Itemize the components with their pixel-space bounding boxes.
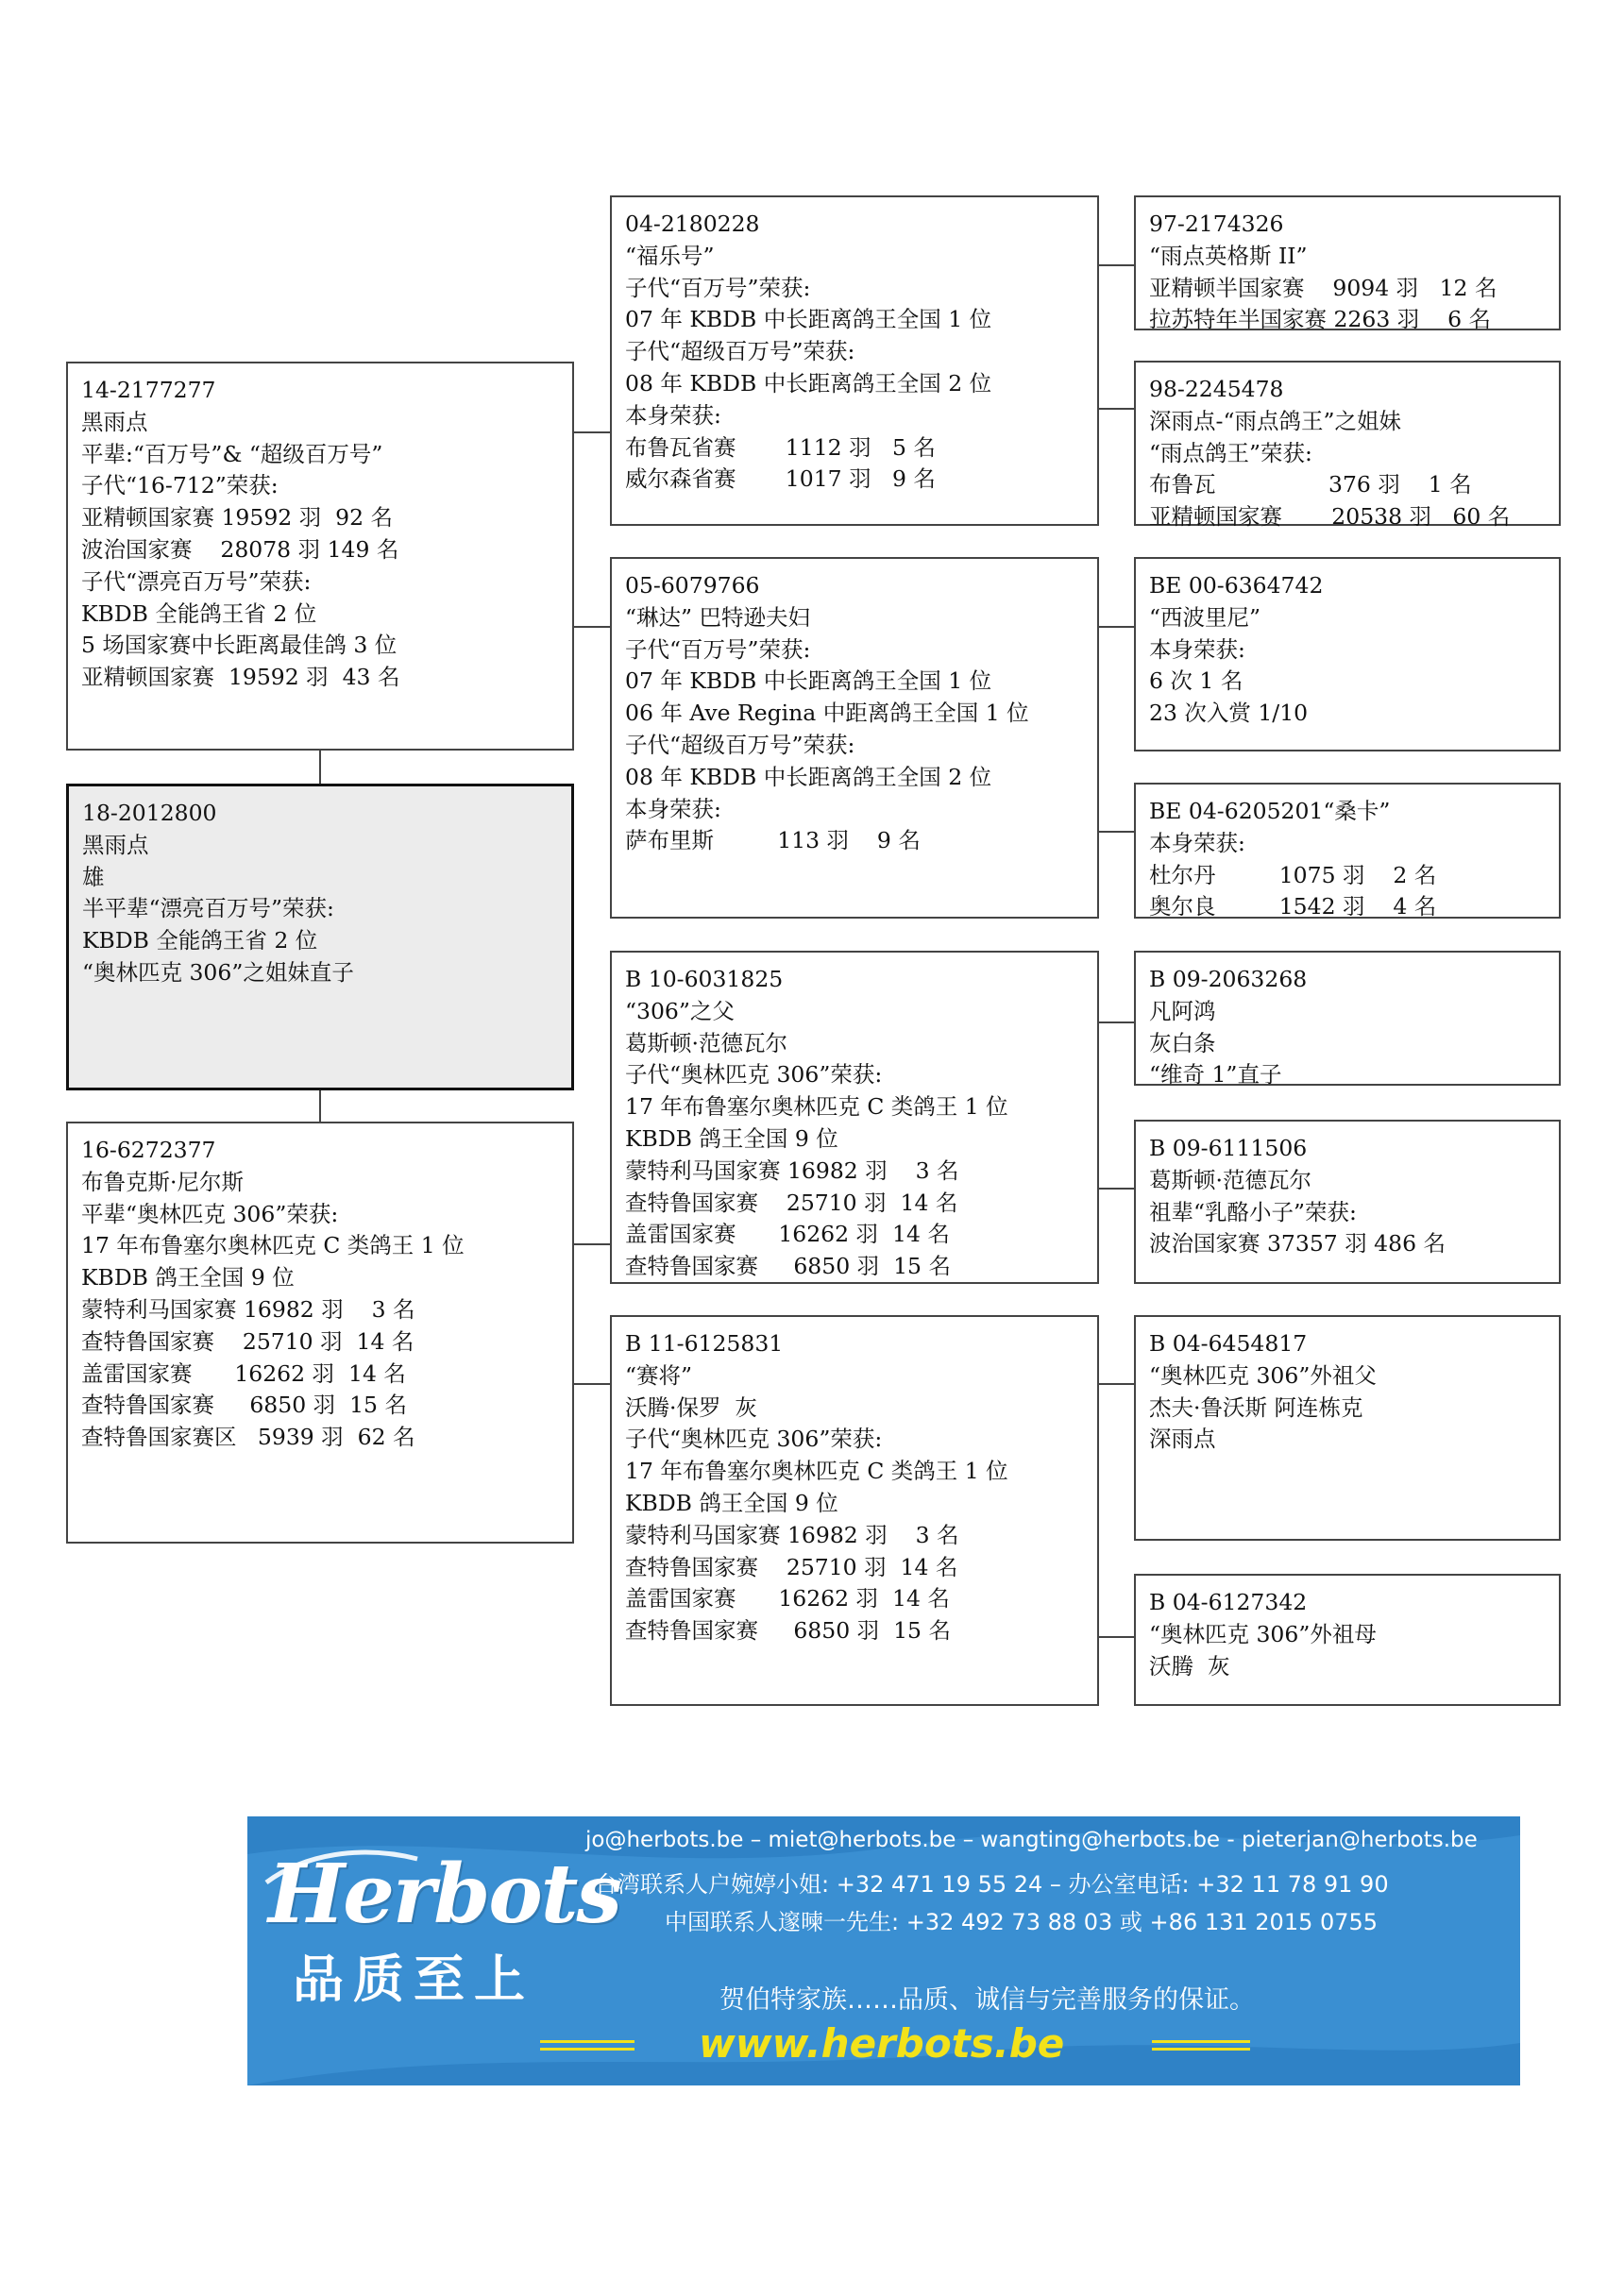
card-line: KBDB 鸽王全国 9 位 — [625, 1489, 838, 1516]
card-line: KBDB 全能鸽王省 2 位 — [82, 927, 318, 954]
card-line: 08 年 KBDB 中长距离鸽王全国 2 位 — [625, 763, 992, 790]
card-line: “奥林匹克 306”外祖父 — [1149, 1361, 1377, 1389]
ggp-3-card — [1134, 557, 1561, 751]
card-line: 盖雷国家赛 16262 羽 14 名 — [625, 1585, 950, 1612]
card-line: 葛斯顿·范德瓦尔 — [625, 1029, 787, 1056]
dam-card — [66, 1122, 574, 1544]
ring-number: B 04-6127342 — [1149, 1589, 1308, 1615]
banner-promise: 贺伯特家族……品质、诚信与完善服务的保证。 — [719, 1985, 1255, 2015]
banner-url[interactable]: www.herbots.be — [699, 2020, 1065, 2067]
card-line: 子代“漂亮百万号”荣获: — [81, 567, 312, 595]
banner-china-contact: 中国联系人邃暕一先生: +32 492 73 88 03 或 +86 131 2015 0755 — [665, 1909, 1379, 1935]
card-line: 沃腾·保罗 灰 — [625, 1393, 757, 1421]
card-line: 本身荣获: — [625, 795, 721, 822]
card-line: 祖辈“乳酪小子”荣获: — [1149, 1198, 1357, 1225]
ring-number: 04-2180228 — [625, 211, 760, 237]
card-line: 17 年布鲁塞尔奥林匹克 C 类鸽王 1 位 — [625, 1458, 1008, 1485]
ring-number: 18-2012800 — [82, 800, 217, 826]
connector — [1099, 1383, 1134, 1385]
connector — [574, 1243, 610, 1245]
card-line: 蒙特利马国家赛 16982 羽 3 名 — [625, 1521, 959, 1548]
card-line: 查特鲁国家赛 25710 羽 14 名 — [81, 1327, 414, 1355]
connector — [1099, 1021, 1134, 1023]
card-line: 6 次 1 名 — [1149, 667, 1243, 695]
card-line: 黑雨点 — [82, 831, 149, 858]
herbots-banner — [247, 1816, 1520, 2085]
banner-slogan: 品质至上 — [293, 1950, 534, 2009]
card-line: 杜尔丹 1075 羽 2 名 — [1149, 861, 1437, 888]
ring-number: B 10-6031825 — [625, 966, 784, 992]
connector — [1099, 831, 1134, 833]
ring-number: 16-6272377 — [81, 1137, 216, 1163]
card-line: 葛斯顿·范德瓦尔 — [1149, 1166, 1311, 1193]
card-line: 黑雨点 — [81, 408, 148, 435]
herbots-logo: Herbots — [268, 1847, 620, 1942]
card-line: 灰白条 — [1149, 1029, 1216, 1056]
card-line: 17 年布鲁塞尔奥林匹克 C 类鸽王 1 位 — [625, 1093, 1008, 1121]
card-line: 沃腾 灰 — [1149, 1652, 1230, 1680]
card-line: “奥林匹克 306”之姐妹直子 — [82, 958, 354, 986]
ring-number: B 09-6111506 — [1149, 1135, 1308, 1161]
card-line: 本身荣获: — [1149, 635, 1245, 663]
card-line: 半平辈“漂亮百万号”荣获: — [82, 895, 334, 922]
card-line: 平辈“奥林匹克 306”荣获: — [81, 1200, 339, 1227]
card-line: 查特鲁国家赛 25710 羽 14 名 — [625, 1189, 958, 1216]
sire-sire-card — [610, 195, 1099, 526]
card-line: 凡阿鸿 — [1149, 997, 1216, 1024]
card-line: 子代“百万号”荣获: — [625, 274, 811, 301]
card-line: 亚精顿国家赛 19592 羽 43 名 — [81, 664, 400, 691]
ggp-4-card — [1134, 783, 1561, 919]
card-line: “琳达” 巴特逊夫妇 — [625, 603, 810, 631]
card-line: KBDB 鸽王全国 9 位 — [81, 1264, 295, 1292]
card-line: 5 场国家赛中长距离最佳鸽 3 位 — [81, 632, 398, 659]
card-line: 查特鲁国家赛 6850 羽 15 名 — [625, 1253, 951, 1280]
card-line: 子代“超级百万号”荣获: — [625, 338, 855, 365]
card-line: 亚精顿国家赛 19592 羽 92 名 — [81, 504, 394, 532]
card-line: KBDB 全能鸽王省 2 位 — [81, 599, 317, 627]
ggp-5-card — [1134, 951, 1561, 1089]
ring-number: 98-2245478 — [1149, 376, 1284, 402]
ring-number: BE 04-6205201“桑卡” — [1149, 798, 1391, 824]
ggp-6-card — [1134, 1120, 1561, 1284]
card-line: 子代“超级百万号”荣获: — [625, 731, 855, 758]
card-line: 本身荣获: — [1149, 829, 1245, 856]
card-line: 奥尔良 1542 羽 4 名 — [1149, 893, 1437, 920]
ggp-1-card — [1134, 195, 1561, 333]
connector — [1099, 408, 1134, 410]
connector — [1099, 1636, 1134, 1638]
card-line: 子代“百万号”荣获: — [625, 635, 811, 663]
card-line: 06 年 Ave Regina 中距离鸽王全国 1 位 — [625, 700, 1029, 727]
card-line: “306”之父 — [625, 997, 735, 1024]
connector — [574, 626, 610, 628]
card-line: 蒙特利马国家赛 16982 羽 3 名 — [625, 1156, 959, 1184]
card-line: 盖雷国家赛 16262 羽 14 名 — [81, 1359, 406, 1387]
card-line: 波治国家赛 28078 羽 149 名 — [81, 535, 399, 563]
subject-card — [66, 784, 574, 1090]
card-line: “雨点英格斯 II” — [1149, 242, 1308, 269]
connector — [1099, 264, 1134, 266]
ring-number: B 04-6454817 — [1149, 1330, 1308, 1357]
accent-line-right — [1152, 2048, 1250, 2051]
connector — [319, 1090, 321, 1122]
card-line: 威尔森省赛 1017 羽 9 名 — [625, 465, 936, 493]
card-line: 雄 — [82, 863, 105, 890]
accent-line-right — [1152, 2040, 1250, 2043]
card-line: 23 次入赏 1/10 — [1149, 700, 1309, 727]
banner-taiwan-contact: 台湾联系人户婉婷小姐: +32 471 19 55 24 – 办公室电话: +32 11 78 91 90 — [595, 1871, 1389, 1898]
card-line: 本身荣获: — [625, 401, 721, 429]
card-line: 布鲁克斯·尼尔斯 — [81, 1168, 244, 1195]
ring-number: B 11-6125831 — [625, 1330, 784, 1357]
accent-line-left — [540, 2048, 634, 2051]
card-line: 17 年布鲁塞尔奥林匹克 C 类鸽王 1 位 — [81, 1232, 465, 1259]
card-line: “雨点鸽王”荣获: — [1149, 439, 1312, 466]
card-line: 查特鲁国家赛 25710 羽 14 名 — [625, 1553, 958, 1580]
connector — [574, 1383, 610, 1385]
card-line: 拉苏特年半国家赛 2263 羽 6 名 — [1149, 306, 1492, 333]
ring-number: BE 00-6364742 — [1149, 572, 1324, 599]
card-line: “西波里尼” — [1149, 603, 1261, 631]
card-line: 子代“奥林匹克 306”荣获: — [625, 1426, 883, 1453]
card-line: 布鲁瓦 376 羽 1 名 — [1149, 471, 1472, 498]
ring-number: 97-2174326 — [1149, 211, 1284, 237]
connector — [1099, 1188, 1134, 1190]
ggp-2-card — [1134, 361, 1561, 531]
connector — [574, 431, 610, 433]
card-line: 查特鲁国家赛 6850 羽 15 名 — [625, 1617, 951, 1645]
banner-emails: jo@herbots.be – miet@herbots.be – wangting@herbots.be - pieterjan@herbots.be — [585, 1828, 1478, 1852]
card-line: 杰夫·鲁沃斯 阿连栋克 — [1149, 1393, 1363, 1421]
card-line: 深雨点-“雨点鸽王”之姐妹 — [1149, 407, 1401, 434]
card-line: 波治国家赛 37357 羽 486 名 — [1149, 1230, 1446, 1258]
card-line: 平辈:“百万号”& “超级百万号” — [81, 440, 383, 467]
card-line: 盖雷国家赛 16262 羽 14 名 — [625, 1221, 950, 1248]
accent-line-left — [540, 2040, 634, 2043]
card-line: “赛将” — [625, 1361, 693, 1389]
connector — [319, 751, 321, 784]
card-line: 布鲁瓦省赛 1112 羽 5 名 — [625, 433, 936, 461]
card-line: 07 年 KBDB 中长距离鸽王全国 1 位 — [625, 306, 992, 333]
ring-number: 05-6079766 — [625, 572, 760, 599]
dam-dam-card — [610, 1315, 1099, 1706]
card-line: 查特鲁国家赛 6850 羽 15 名 — [81, 1392, 407, 1419]
card-line: 08 年 KBDB 中长距离鸽王全国 2 位 — [625, 369, 992, 397]
card-line: 子代“16-712”荣获: — [81, 472, 279, 499]
card-line: 07 年 KBDB 中长距离鸽王全国 1 位 — [625, 667, 992, 695]
card-line: 亚精顿半国家赛 9094 羽 12 名 — [1149, 274, 1497, 301]
ggp-8-card — [1134, 1574, 1561, 1706]
ring-number: 14-2177277 — [81, 377, 216, 403]
card-line: 萨布里斯 113 羽 9 名 — [625, 827, 921, 854]
card-line: 亚精顿国家赛 20538 羽 60 名 — [1149, 503, 1511, 531]
card-line: “维奇 1”直子 — [1149, 1061, 1282, 1089]
card-line: 子代“奥林匹克 306”荣获: — [625, 1061, 883, 1089]
dam-sire-card — [610, 951, 1099, 1284]
ggp-7-card — [1134, 1315, 1561, 1541]
sire-dam-card — [610, 557, 1099, 919]
card-line: 查特鲁国家赛区 5939 羽 62 名 — [81, 1424, 415, 1451]
connector — [1099, 626, 1134, 628]
card-line: “福乐号” — [625, 242, 715, 269]
card-line: 蒙特利马国家赛 16982 羽 3 名 — [81, 1295, 415, 1323]
card-line: KBDB 鸽王全国 9 位 — [625, 1124, 838, 1152]
sire-card — [66, 362, 574, 751]
card-line: “奥林匹克 306”外祖母 — [1149, 1620, 1377, 1647]
ring-number: B 09-2063268 — [1149, 966, 1308, 992]
card-line: 深雨点 — [1149, 1426, 1216, 1453]
